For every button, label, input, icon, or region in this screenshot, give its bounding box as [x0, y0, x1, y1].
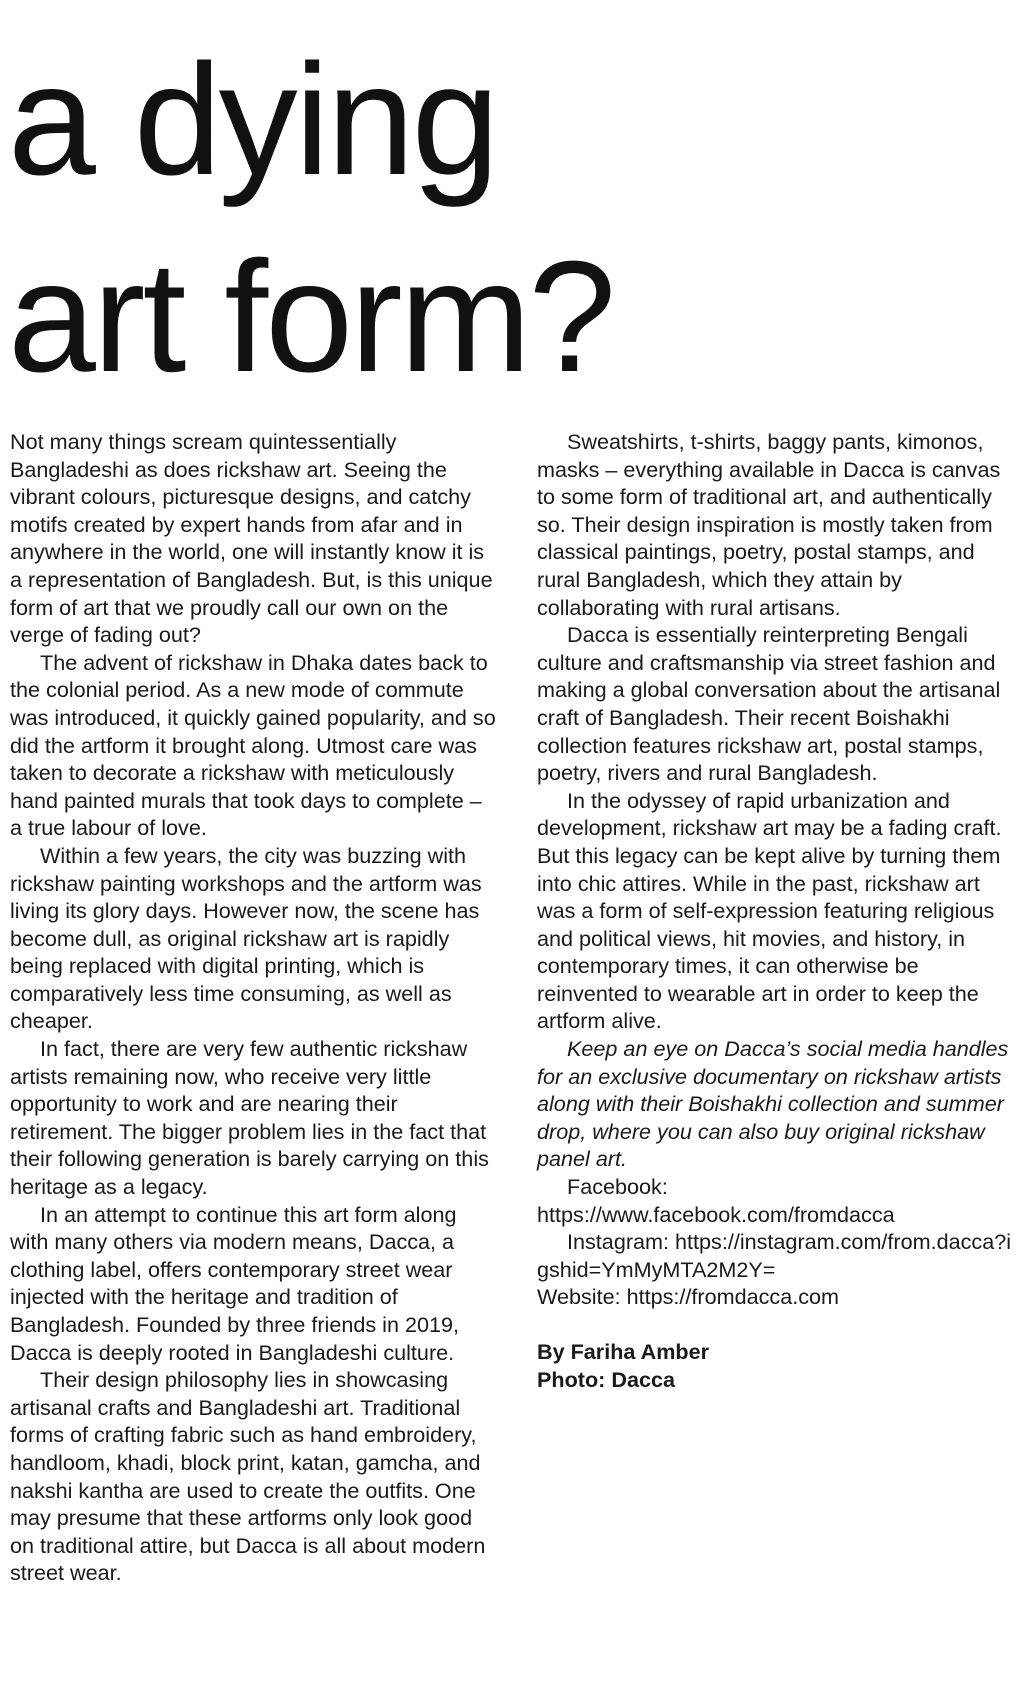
promo-note: Keep an eye on Dacca’s social media handles for an exclusive documentary on rickshaw artists along with their Boishakhi collection and summer drop, where you can also buy original rickshaw panel art.: [537, 1036, 1009, 1172]
facebook-link[interactable]: Facebook: https://www.facebook.com/fromdacca: [537, 1174, 895, 1227]
headline-line-2: art form?: [8, 229, 614, 405]
headline: [8, 22, 613, 416]
left-column: [10, 428, 497, 1587]
author-byline: By Fariha Amber: [537, 1339, 710, 1364]
paragraph-reinterpreting: Dacca is essentially reinterpreting Bengali culture and craftsmanship via street fashion and making a global conversation about the artisanal craft of Bangladesh. Their recent Boishakhi collection features rickshaw art, postal stamps, poetry, rivers and rural Bangladesh.: [537, 622, 1001, 786]
paragraph-dacca-intro: In an attempt to continue this art form along with many others via modern means, Dacca, a clothing label, offers contemporary street wear injected with the heritage and tradition of Bangladesh. Founded by three friends in 2019, Dacca is deeply rooted in Bangladeshi culture.: [10, 1201, 459, 1365]
paragraph-products: Sweatshirts, t-shirts, baggy pants, kimonos, masks – everything available in Dacca is canvas to some form of traditional art, and authentically so. Their design inspiration is mostly taken from classical paintings, poetry, postal stamps, and rural Bangladesh, which they attain by collaborating with rural artisans.: [537, 429, 1001, 620]
paragraph-legacy: In the odyssey of rapid urbanization and development, rickshaw art may be a fading craft. But this legacy can be kept alive by turning them into chic attires. While in the past, rickshaw art was a form of self-expression featuring religious and political views, hit movies, and history, in contemporary times, it can otherwise be reinvented to wearable art in order to keep the artform alive.: [537, 787, 1002, 1034]
paragraph-decline: Within a few years, the city was buzzing with rickshaw painting workshops and the artform was living its glory days. However now, the scene has become dull, as original rickshaw art is rapidly being replaced with digital printing, which is comparatively less time consuming, as well as cheaper.: [10, 842, 482, 1034]
right-column: [537, 428, 1021, 1393]
paragraph-design-philosophy: Their design philosophy lies in showcasing artisanal crafts and Bangladeshi art. Traditional forms of crafting fabric such as hand embroidery, handloom, khadi, block print, katan, gamcha, and nakshi kantha are used to create the outfits. One may presume that these artforms only look good on traditional attire, but Dacca is all about modern street wear.: [10, 1367, 486, 1586]
headline-line-1: a dying: [8, 32, 497, 208]
credits: [537, 1338, 1021, 1393]
website-link[interactable]: Website: https://fromdacca.com: [537, 1284, 840, 1310]
paragraph-artists: In fact, there are very few authentic rickshaw artists remaining now, who receive very little opportunity to work and are nearing their retirement. The bigger problem lies in the fact that their following generation is barely carrying on this heritage as a legacy.: [10, 1036, 489, 1200]
instagram-link[interactable]: Instagram: https://instagram.com/from.dacca?igshid=YmMyMTA2M2Y=: [537, 1229, 1012, 1282]
paragraph-history: The advent of rickshaw in Dhaka dates back to the colonial period. As a new mode of commute was introduced, it quickly gained popularity, and so did the artform it brought along. Utmost care was taken to decorate a rickshaw with meticulously hand painted murals that took days to complete – a true labour of love.: [10, 649, 496, 841]
photo-credit: Photo: Dacca: [537, 1366, 675, 1392]
paragraph-intro: Not many things scream quintessentially Bangladeshi as does rickshaw art. Seeing the vibrant colours, picturesque designs, and catchy motifs created by expert hands from afar and in anywhere in the world, one will instantly know it is a representation of Bangladesh. But, is this unique form of art that we proudly call our own on the verge of fading out?: [10, 429, 493, 648]
social-links: [537, 1173, 1021, 1311]
